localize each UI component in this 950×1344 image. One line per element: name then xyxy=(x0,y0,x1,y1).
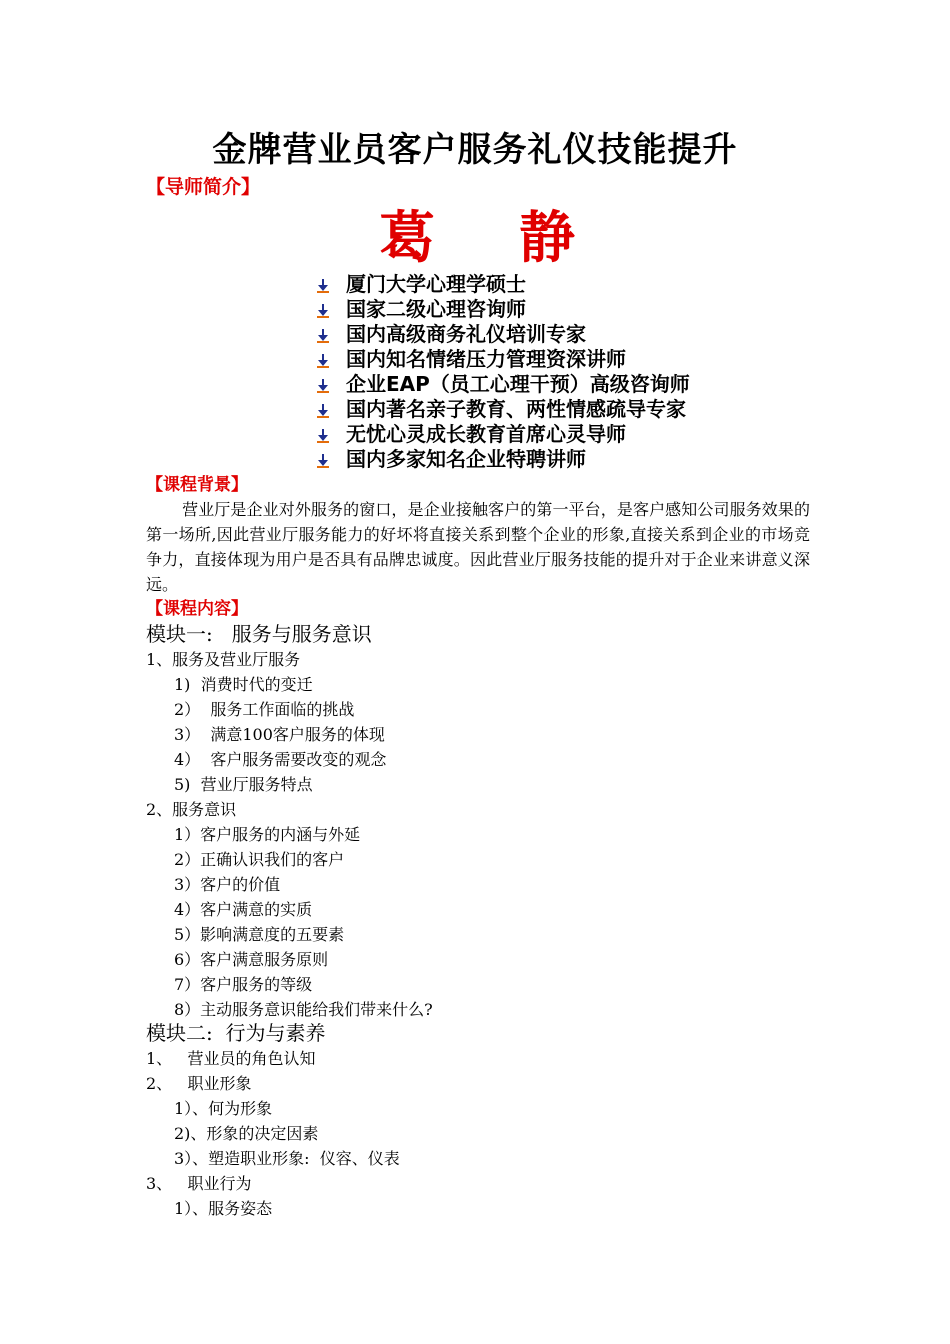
module-2-item-3-sub: 1）、服务姿态 xyxy=(174,1199,273,1218)
module-2-item-2-sub: 2)、形象的决定因素 xyxy=(174,1124,319,1143)
arrow-down-bullet-icon xyxy=(316,328,346,344)
mentor-credential-text: 国内知名情绪压力管理资深讲师 xyxy=(346,347,626,371)
module-2-item-2: 2、 职业形象 xyxy=(146,1074,252,1093)
arrow-down-bullet-icon xyxy=(316,403,346,419)
mentor-credential-text: 企业EAP（员工心理干预）高级咨询师 xyxy=(346,372,690,396)
module-1-item-2-sub: 4）客户满意的实质 xyxy=(174,900,313,919)
arrow-down-bullet-icon xyxy=(316,378,346,394)
mentor-credential-text: 无忧心灵成长教育首席心灵导师 xyxy=(346,422,626,446)
module-1-item-2: 2、服务意识 xyxy=(146,800,237,819)
document-title: 金牌营业员客户服务礼仪技能提升 xyxy=(212,130,738,170)
arrow-down-bullet-icon xyxy=(316,453,346,469)
module-1-item-1: 1、服务及营业厅服务 xyxy=(146,650,301,669)
mentor-name xyxy=(0,198,950,278)
module-1-item-1-sub: 2） 服务工作面临的挑战 xyxy=(174,700,355,719)
section-heading-mentor: 【导师简介】 xyxy=(146,176,261,198)
mentor-credential-item xyxy=(316,347,690,372)
section-heading-background: 【课程背景】 xyxy=(146,475,248,495)
arrow-down-bullet-icon xyxy=(316,278,346,294)
arrow-down-bullet-icon xyxy=(316,428,346,444)
background-text: 营业厅是企业对外服务的窗口，是企业接触客户的第一平台，是客户感知公司服务效果的第一场所,因此营业厅服务能力的好坏将直接关系到整个企业的形象,直接关系到企业的市场竞争力，直接体现为用户是否具有品牌忠诚度。因此营业厅服务技能的提升对于企业来讲意义深远。 xyxy=(146,500,810,594)
module-1-item-2-sub: 8）主动服务意识能给我们带来什么? xyxy=(174,1000,433,1019)
mentor-credential-text: 国家二级心理咨询师 xyxy=(346,297,526,321)
mentor-credential-item xyxy=(316,322,690,347)
module-1-item-1-sub: 4） 客户服务需要改变的观念 xyxy=(174,750,387,769)
section-heading-content: 【课程内容】 xyxy=(146,599,248,619)
mentor-credential-item xyxy=(316,272,690,297)
module-1-item-1-sub: 5) 营业厅服务特点 xyxy=(174,775,313,794)
mentor-credential-text: 国内多家知名企业特聘讲师 xyxy=(346,447,586,471)
module-1-item-2-sub: 1）客户服务的内涵与外延 xyxy=(174,825,361,844)
arrow-down-bullet-icon xyxy=(316,303,346,319)
mentor-name-char-1: 葛 xyxy=(379,205,437,271)
module-2-item-1: 1、 营业员的角色认知 xyxy=(146,1049,316,1068)
module-2-item-2-sub: 3）、塑造职业形象: 仪容、仪表 xyxy=(174,1149,400,1168)
module-1-title: 模块一: 服务与服务意识 xyxy=(146,622,372,646)
module-1-item-2-sub: 7）客户服务的等级 xyxy=(174,975,313,994)
mentor-credential-item xyxy=(316,297,690,322)
mentor-credential-item xyxy=(316,372,690,397)
mentor-name-char-2: 静 xyxy=(519,205,577,271)
mentor-credential-item xyxy=(316,397,690,422)
module-2-item-2-sub: 1）、何为形象 xyxy=(174,1099,273,1118)
module-1-item-1-sub: 1) 消费时代的变迁 xyxy=(174,675,313,694)
background-paragraph xyxy=(146,497,810,597)
mentor-credential-text: 国内高级商务礼仪培训专家 xyxy=(346,322,586,346)
module-1-item-2-sub: 6）客户满意服务原则 xyxy=(174,950,329,969)
mentor-credential-text: 厦门大学心理学硕士 xyxy=(346,272,526,296)
mentor-credentials-list xyxy=(316,272,690,472)
arrow-down-bullet-icon xyxy=(316,353,346,369)
module-1-item-2-sub: 3）客户的价值 xyxy=(174,875,281,894)
module-2-item-3: 3、 职业行为 xyxy=(146,1174,252,1193)
mentor-credential-item xyxy=(316,422,690,447)
mentor-credential-text: 国内著名亲子教育、两性情感疏导专家 xyxy=(346,397,686,421)
module-1-item-1-sub: 3） 满意100客户服务的体现 xyxy=(174,725,385,744)
module-2-title: 模块二: 行为与素养 xyxy=(146,1021,326,1045)
mentor-credential-item xyxy=(316,447,690,472)
module-1-item-2-sub: 2）正确认识我们的客户 xyxy=(174,850,345,869)
module-1-item-2-sub: 5）影响满意度的五要素 xyxy=(174,925,345,944)
